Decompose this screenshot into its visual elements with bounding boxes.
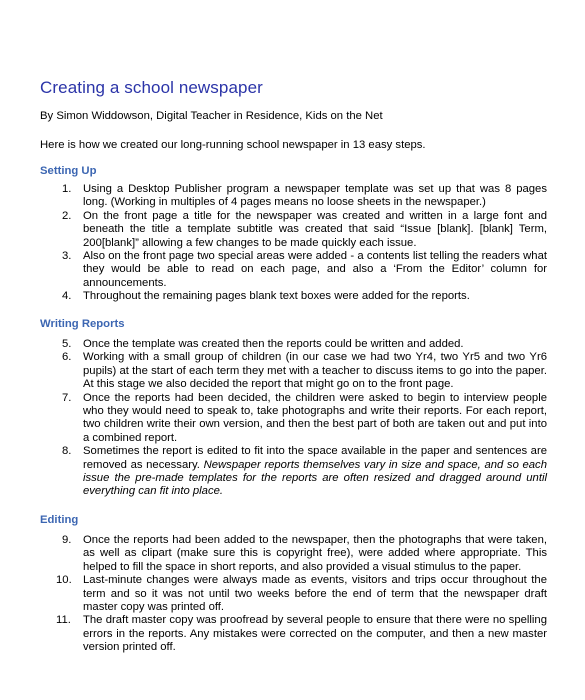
step-number: 9.	[62, 534, 72, 546]
byline: By Simon Widdowson, Digital Teacher in Residence, Kids on the Net	[40, 110, 383, 122]
step-text: On the front page a title for the newspaper was created and written in a large font and beneath the title a template subtitle was created that said “Issue [blank]. [blank] Term, 200[blank]” allowing a few changes to be made quickly each issue.	[83, 209, 547, 249]
step-text: Once the reports had been added to the newspaper, then the photographs that were taken, as well as clipart (make sure this is copyright free), were added where appropriate. This helped to fill the space in short reports, and also provided a visual stimulus to the paper.	[83, 534, 547, 573]
step-number: 5.	[62, 338, 72, 350]
step-number: 11.	[56, 614, 71, 627]
list-item	[0, 183, 585, 210]
list-item	[0, 338, 585, 351]
list-item	[0, 574, 585, 614]
step-text: Working with a small group of children (in our case we had two Yr4, two Yr5 and two Yr6 pupils) at the start of each term they met with a teacher to discuss items to go into the paper. At this stage we also decided the report that might go on to the front page.	[83, 351, 547, 391]
step-number: 2.	[62, 209, 72, 222]
list-item	[0, 534, 585, 574]
steps-list-writing-reports	[0, 338, 585, 499]
step-text: Last-minute changes were always made as events, visitors and trips occur throughout the term and so it was not until two weeks before the end of term that the newspaper draft master copy was printed off.	[83, 574, 547, 614]
list-item	[0, 445, 585, 499]
list-item	[0, 290, 585, 303]
step-number: 1.	[62, 183, 72, 195]
list-item	[0, 614, 585, 654]
step-text: The draft master copy was proofread by several people to ensure that there were no spelling errors in the reports. Any mistakes were corrected on the computer, and then a new master version printed off.	[83, 614, 547, 654]
step-number: 6.	[62, 351, 72, 364]
step-number: 8.	[62, 445, 72, 458]
step-number: 4.	[62, 290, 72, 303]
step-text: Throughout the remaining pages blank text boxes were added for the reports.	[83, 290, 470, 303]
step-text: Once the reports had been decided, the children were asked to begin to interview people who they would need to speak to, take photographs and write their reports. For each report, two children write their own version, and then the best part of both are taken out and put into a combined report.	[83, 391, 547, 444]
section-heading-writing-reports: Writing Reports	[40, 318, 125, 330]
step-text: Once the template was created then the reports could be written and added.	[83, 338, 464, 350]
step-number: 10.	[56, 574, 72, 587]
step-text: Also on the front page two special areas were added - a contents list telling the readers what they would be able to read on each page, and also a ‘From the Editor’ column for announcements.	[83, 250, 547, 289]
step-text: Using a Desktop Publisher program a newspaper template was set up that was 8 pages long. (Working in multiples of 4 pages means no loose sheets in the newspaper.)	[83, 183, 547, 209]
list-item	[0, 392, 585, 446]
step-number: 7.	[62, 391, 72, 404]
step-text-italic: Newspaper reports themselves vary in size and space, and so each issue the pre-made templates for the reports are often resized and dragged around until everything can fit into place.	[83, 458, 547, 498]
list-item	[0, 250, 585, 290]
intro-paragraph: Here is how we created our long-running school newspaper in 13 easy steps.	[40, 139, 426, 151]
step-text: Sometimes the report is edited to fit into the space available in the paper and sentences are removed as necessary.	[83, 445, 547, 471]
list-item	[0, 210, 585, 250]
step-number: 3.	[62, 250, 72, 263]
list-item	[0, 351, 585, 391]
section-heading-setting-up: Setting Up	[40, 165, 97, 177]
steps-list-setting-up	[0, 183, 585, 304]
section-heading-editing: Editing	[40, 514, 79, 526]
steps-list-editing	[0, 534, 585, 655]
page-title: Creating a school newspaper	[40, 78, 263, 97]
